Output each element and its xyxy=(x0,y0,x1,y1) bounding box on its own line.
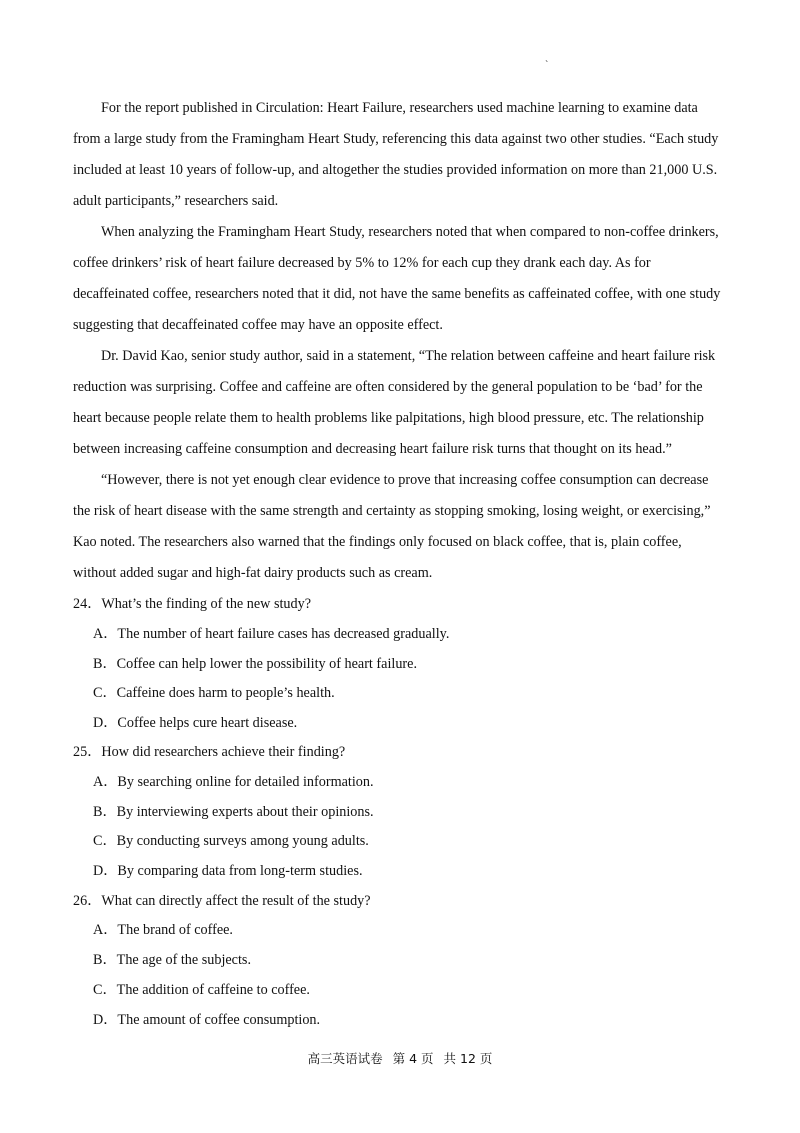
question-26-option-c: C．The addition of caffeine to coffee. xyxy=(93,982,310,998)
paragraph-2 xyxy=(73,217,721,341)
question-25-option-c: C．By conducting surveys among young adults. xyxy=(93,833,369,849)
question-25-stem: 25．How did researchers achieve their finding? xyxy=(73,744,346,760)
paragraph-text: For the report published in Circulation: Heart Failure, researchers used machine learning to examine data from a large study from the Framingham Heart Study, referencing this data against two other studies. “Each study included at least 10 years of follow-up, and altogether the studies provided information on more than 21,000 U.S. adult participants,” researchers said. xyxy=(73,100,719,209)
paragraph-text: Dr. David Kao, senior study author, said in a statement, “The relation between caffeine and heart failure risk reduction was surprising. Coffee and caffeine are often considered by the general population to be ‘bad’ for the heart because people relate them to health problems like palpitations, high blood pressure, etc. The relationship between increasing caffeine consumption and decreasing heart failure risk turns that thought on its head.” xyxy=(73,348,716,457)
footer-page-number: 第 4 页 xyxy=(392,1051,434,1066)
question-26-option-b: B．The age of the subjects. xyxy=(93,952,251,968)
page-footer xyxy=(0,1049,800,1067)
question-24-option-d: D．Coffee helps cure heart disease. xyxy=(93,715,298,731)
paragraph-1 xyxy=(73,93,721,217)
question-26-option-d: D．The amount of coffee consumption. xyxy=(93,1012,321,1028)
question-26-option-a: A．The brand of coffee. xyxy=(93,922,233,938)
corner-mark: ` xyxy=(545,60,549,71)
footer-total-pages: 共 12 页 xyxy=(443,1051,493,1066)
footer-exam-title: 高三英语试卷 xyxy=(307,1051,383,1066)
question-24-stem: 24．What’s the finding of the new study? xyxy=(73,596,311,612)
paragraph-text: When analyzing the Framingham Heart Study, researchers noted that when compared to non-coffee drinkers, coffee drinkers’ risk of heart failure decreased by 5% to 12% for each cup they drank each day. As for decaffeinated coffee, researchers noted that it did, not have the same benefits as caffeinated coffee, with one study suggesting that decaffeinated coffee may have an opposite effect. xyxy=(73,224,721,333)
question-25-option-d: D．By comparing data from long-term studies. xyxy=(93,863,363,879)
question-24-option-c: C．Caffeine does harm to people’s health. xyxy=(93,685,335,701)
question-24-option-b: B．Coffee can help lower the possibility of heart failure. xyxy=(93,656,417,672)
question-25-option-a: A．By searching online for detailed information. xyxy=(93,774,374,790)
question-24-option-a: A．The number of heart failure cases has decreased gradually. xyxy=(93,626,450,642)
paragraph-3 xyxy=(73,341,721,465)
question-25-option-b: B．By interviewing experts about their opinions. xyxy=(93,804,374,820)
question-26-stem: 26．What can directly affect the result of the study? xyxy=(73,893,371,909)
paragraph-4 xyxy=(73,465,721,589)
paragraph-text: “However, there is not yet enough clear evidence to prove that increasing coffee consumption can decrease the risk of heart disease with the same strength and certainty as stopping smoking, losing weight, or exercising,” Kao noted. The researchers also warned that the findings only focused on black coffee, that is, plain coffee, without added sugar and high-fat dairy products such as cream. xyxy=(73,472,711,581)
